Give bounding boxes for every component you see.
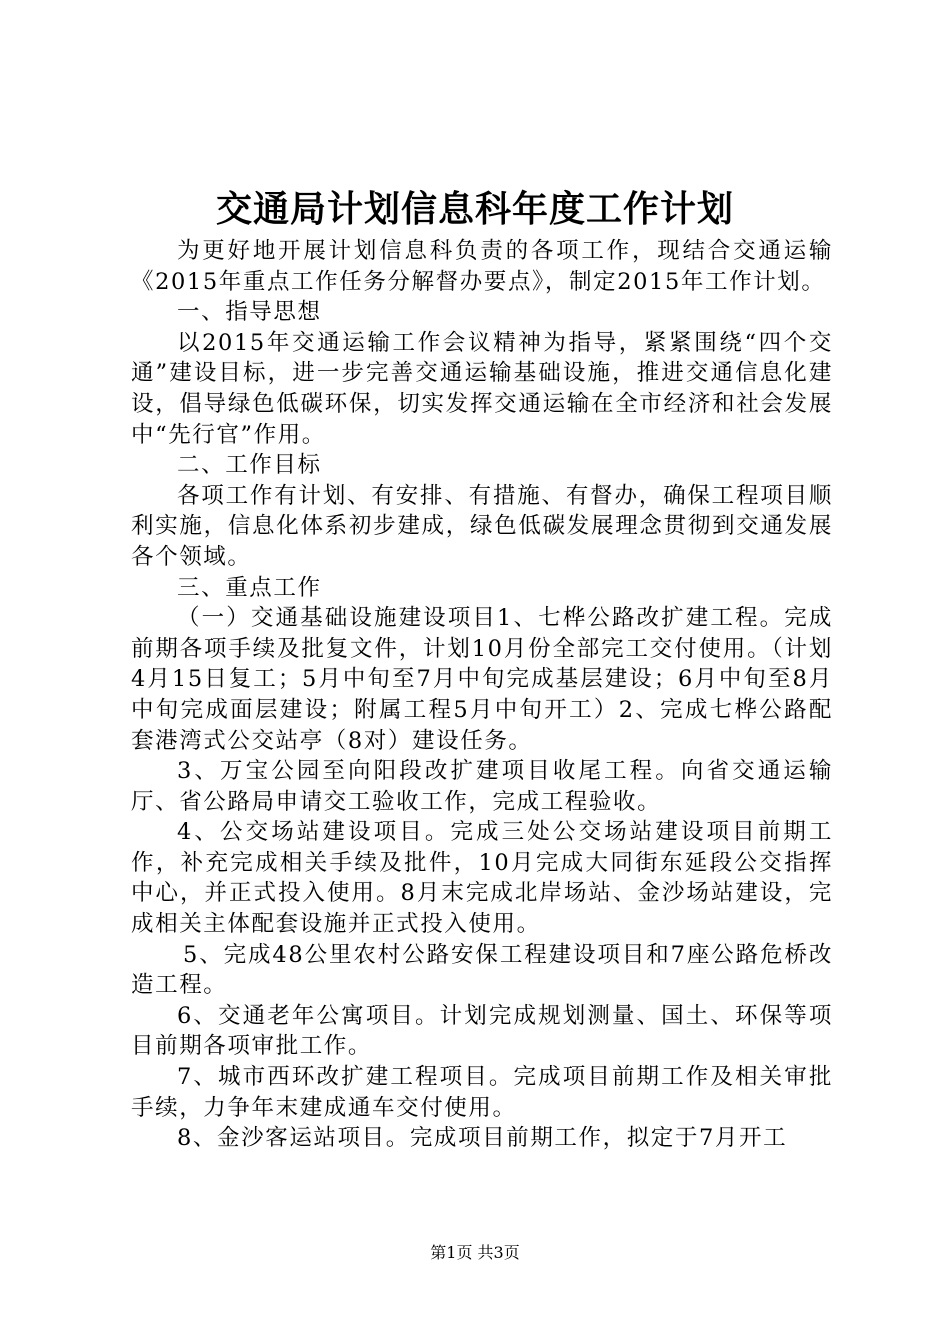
key-work-item-1-2: （一）交通基础设施建设项目1、七桦公路改扩建工程。完成前期各项手续及批复文件，计划10月份全部完工交付使用。（计划4月15日复工；5月中旬至7月中旬完成基层建设；6月中旬至8月中旬完成面层建设；附属工程5月中旬开工）2、完成七桦公路配套港湾式公交站亭（8对）建设任务。 [131,605,833,754]
key-work-item-5: 5、完成48公里农村公路安保工程建设项目和7座公路危桥改造工程。 [131,941,833,999]
guiding-ideology-paragraph: 以2015年交通运输工作会议精神为指导，紧紧围绕“四个交通”建设目标，进一步完善交通运输基础设施，推进交通信息化建设，倡导绿色低碳环保，切实发挥交通运输在全市经济和社会发展中“先行官”作用。 [131,329,833,448]
section-heading-guiding-ideology: 一、指导思想 [177,299,322,326]
key-work-item-6: 6、交通老年公寓项目。计划完成规划测量、国土、环保等项目前期各项审批工作。 [131,1002,833,1060]
work-goals-paragraph: 各项工作有计划、有安排、有措施、有督办，确保工程项目顺利实施，信息化体系初步建成，绿色低碳发展理念贯彻到交通发展各个领域。 [131,482,833,570]
section-heading-key-work: 三、重点工作 [177,574,322,601]
key-work-item-8: 8、金沙客运站项目。完成项目前期工作，拟定于7月开工 [177,1125,788,1152]
key-work-item-4: 4、公交场站建设项目。完成三处公交场站建设项目前期工作，补充完成相关手续及批件，10月完成大同街东延段公交指挥中心，并正式投入使用。8月末完成北岸场站、金沙场站建设，完成相关主体配套设施并正式投入使用。 [131,819,833,938]
page-footer: 第1页 共3页 [430,1243,520,1262]
document-body [131,236,833,1154]
section-heading-work-goals: 二、工作目标 [177,452,322,479]
document-title: 交通局计划信息科年度工作计划 [215,188,734,230]
key-work-item-7: 7、城市西环改扩建工程项目。完成项目前期工作及相关审批手续，力争年末建成通车交付使用。 [131,1064,833,1121]
intro-paragraph: 为更好地开展计划信息科负责的各项工作，现结合交通运输《2015年重点工作任务分解督办要点》，制定2015年工作计划。 [131,238,833,295]
key-work-item-3: 3、万宝公园至向阳段改扩建项目收尾工程。向省交通运输厅、省公路局申请交工验收工作，完成工程验收。 [131,758,833,815]
